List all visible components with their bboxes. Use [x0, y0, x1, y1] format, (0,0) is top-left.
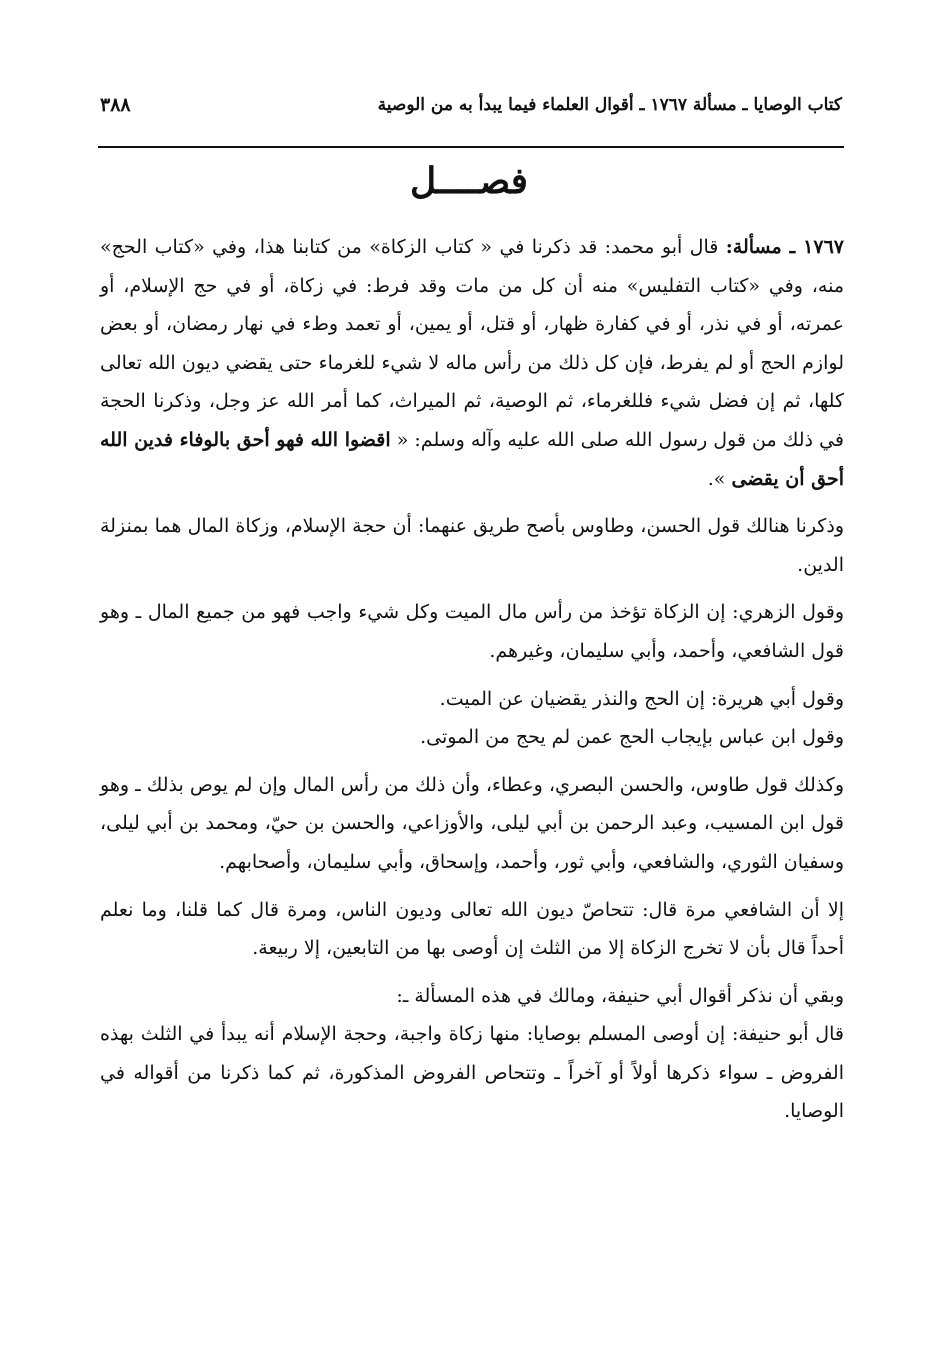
paragraph: وقول أبي هريرة: إن الحج والنذر يقضيان عن الميت.: [439, 687, 844, 710]
paragraph: وبقي أن نذكر أقوال أبي حنيفة، ومالك في هذه المسألة ـ:: [396, 984, 844, 1007]
paragraph-tail: ».: [707, 467, 726, 490]
paragraph: وكذلك قول طاوس، والحسن البصري، وعطاء، وأن ذلك من رأس المال وإن لم يوص بذلك ـ وهو قول ابن المسيب، وعبد الرحمن بن أبي ليلى، والأوزاعي، والحسن بن حيّ، ومحمد بن أبي ليلى، وسفيان الثوري، والشافعي، وأبي ثور، وأحمد، وإسحاق، وأبي سليمان، وأصحابهم.: [100, 773, 844, 873]
paragraph: وقول ابن عباس بإيجاب الحج عمن لم يحج من الموتى.: [420, 726, 844, 749]
paragraph: وقول الزهري: إن الزكاة تؤخذ من رأس مال الميت وكل شيء واجب فهو من جميع المال ـ وهو قول الشافعي، وأحمد، وأبي سليمان، وغيرهم.: [100, 601, 844, 662]
running-header: [100, 88, 842, 122]
page-number: ٣٨٨: [100, 94, 131, 116]
body-text: [100, 228, 844, 1140]
section-title: فصــــل: [410, 160, 528, 202]
hadith-quote: اقضوا الله فهو أحق بالوفاء فدين الله أحق أن يقضى: [100, 428, 844, 490]
issue-number: ١٧٦٧ ـ مسألة:: [725, 236, 844, 258]
paragraph: إلا أن الشافعي مرة قال: تتحاصّ ديون الله تعالى وديون الناس، ومرة قال كما قلنا، وما نعلم أحداً قال بأن لا تخرج الزكاة إلا من الثلث إن أوصى بها من التابعين، إلا ربيعة.: [100, 898, 844, 960]
paragraph: [100, 228, 844, 498]
paragraph: قال أبو حنيفة: إن أوصى المسلم بوصايا: منها زكاة واجبة، وحجة الإسلام أنه يبدأ في الثلث بهذه الفروض ـ سواء ذكرها أولاً أو آخراً ـ وتتحاص الفروض المذكورة، ثم كما ذكرنا من أقواله في الوصايا.: [100, 1023, 844, 1123]
header-rule: [98, 146, 844, 148]
running-title: كتاب الوصايا ـ مسألة ١٧٦٧ ـ أقوال العلماء فيما يبدأ به من الوصية: [377, 95, 842, 115]
paragraph-text: قال أبو محمد: قد ذكرنا في « كتاب الزكاة» من كتابنا هذا، وفي «كتاب الحج» منه، وفي «كتاب التفليس» منه أن كل من مات وقد فرط: في زكاة، أو في حج الإسلام، أو عمرته، أو في نذر، أو في كفارة ظهار، أو قتل، أو يمين، أو تعمد وطء في نهار رمضان، أو بعض لوازم الحج أو لم يفرط، فإن كل ذلك من رأس ماله لا شيء للغرماء حتى يقضي ديون الله تعالى كلها، ثم إن فضل شيء فللغرماء، ثم الوصية، ثم الميراث، كما أمر الله عز وجل، وذكرنا الحجة في ذلك من قول رسول الله صلى الله عليه وآله وسلم: «: [100, 236, 844, 451]
paragraph: وذكرنا هنالك قول الحسن، وطاوس بأصح طريق عنهما: أن حجة الإسلام، وزكاة المال هما بمنزلة الدين.: [100, 515, 844, 576]
